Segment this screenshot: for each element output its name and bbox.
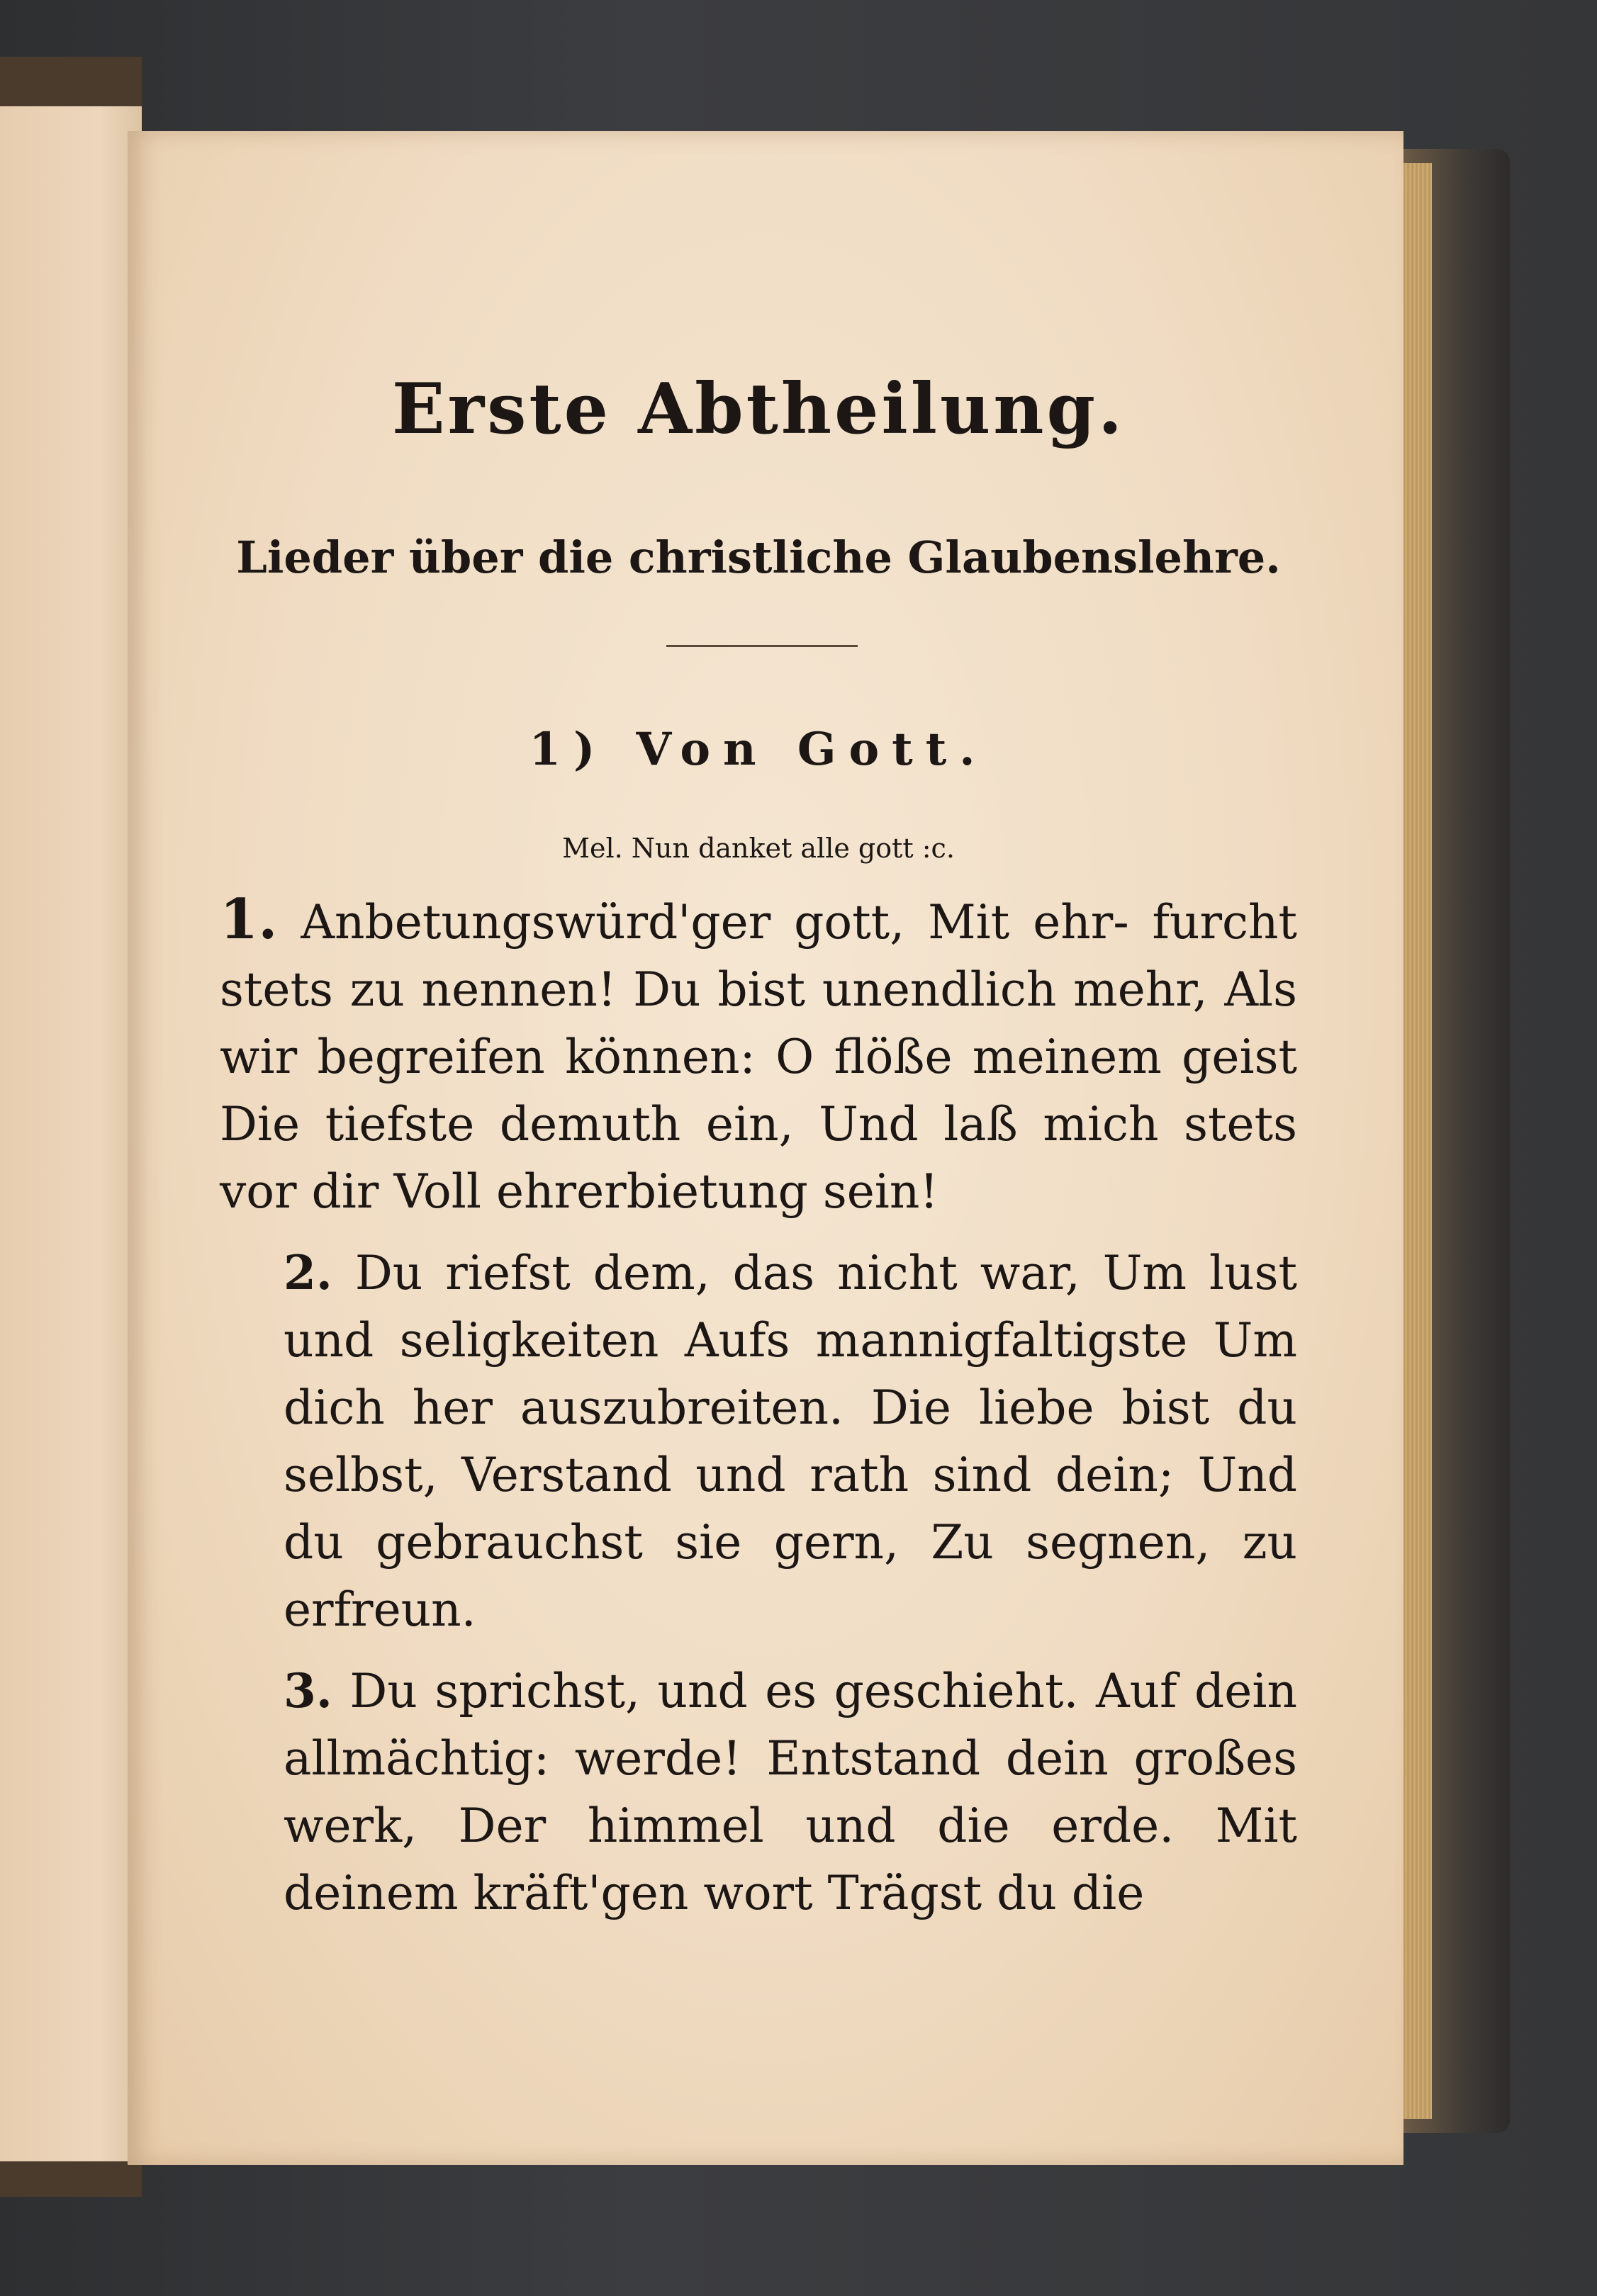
- verse-number: 1.: [220, 887, 278, 952]
- chapter-heading: 1) Von Gott.: [529, 723, 988, 776]
- section-subtitle: Lieder über die christliche Glaubenslehre.: [236, 531, 1281, 583]
- verse-1: [220, 886, 1297, 1225]
- verse-text: Du riefst dem, das nicht war, Um lust und seligkeiten Aufs mannigfaltigste Um dich her auszubreiten. Die liebe bist du selbst, Verstand und rath sind dein; Und du gebrauchst sie gern, Zu segnen, zu erfreun.: [284, 1246, 1297, 1637]
- section-title: Erste Abtheilung.: [391, 368, 1126, 450]
- divider-rule: [666, 645, 858, 647]
- verse-list: [220, 886, 1297, 1941]
- verse-3: [220, 1658, 1297, 1927]
- verse-number: 3.: [284, 1663, 332, 1718]
- verse-text: Anbetungswürd'ger gott, Mit ehr- furcht stets zu nennen! Du bist unendlich mehr, Als wir begreifen können: O flöße meinem geist Die tiefste demuth ein, Und laß mich stets vor dir Voll ehrerbietung sein!: [220, 895, 1297, 1219]
- verse-text: Du sprichst, und es geschieht. Auf dein allmächtig: werde! Entstand dein großes werk, Der himmel und die erde. Mit deinem kräft'gen wort Trägst du die: [284, 1664, 1297, 1920]
- previous-page-edge: [0, 106, 142, 2161]
- verse-2: [220, 1239, 1297, 1643]
- melody-note: Mel. Nun danket alle gott :c.: [562, 833, 955, 864]
- verse-number: 2.: [284, 1245, 332, 1300]
